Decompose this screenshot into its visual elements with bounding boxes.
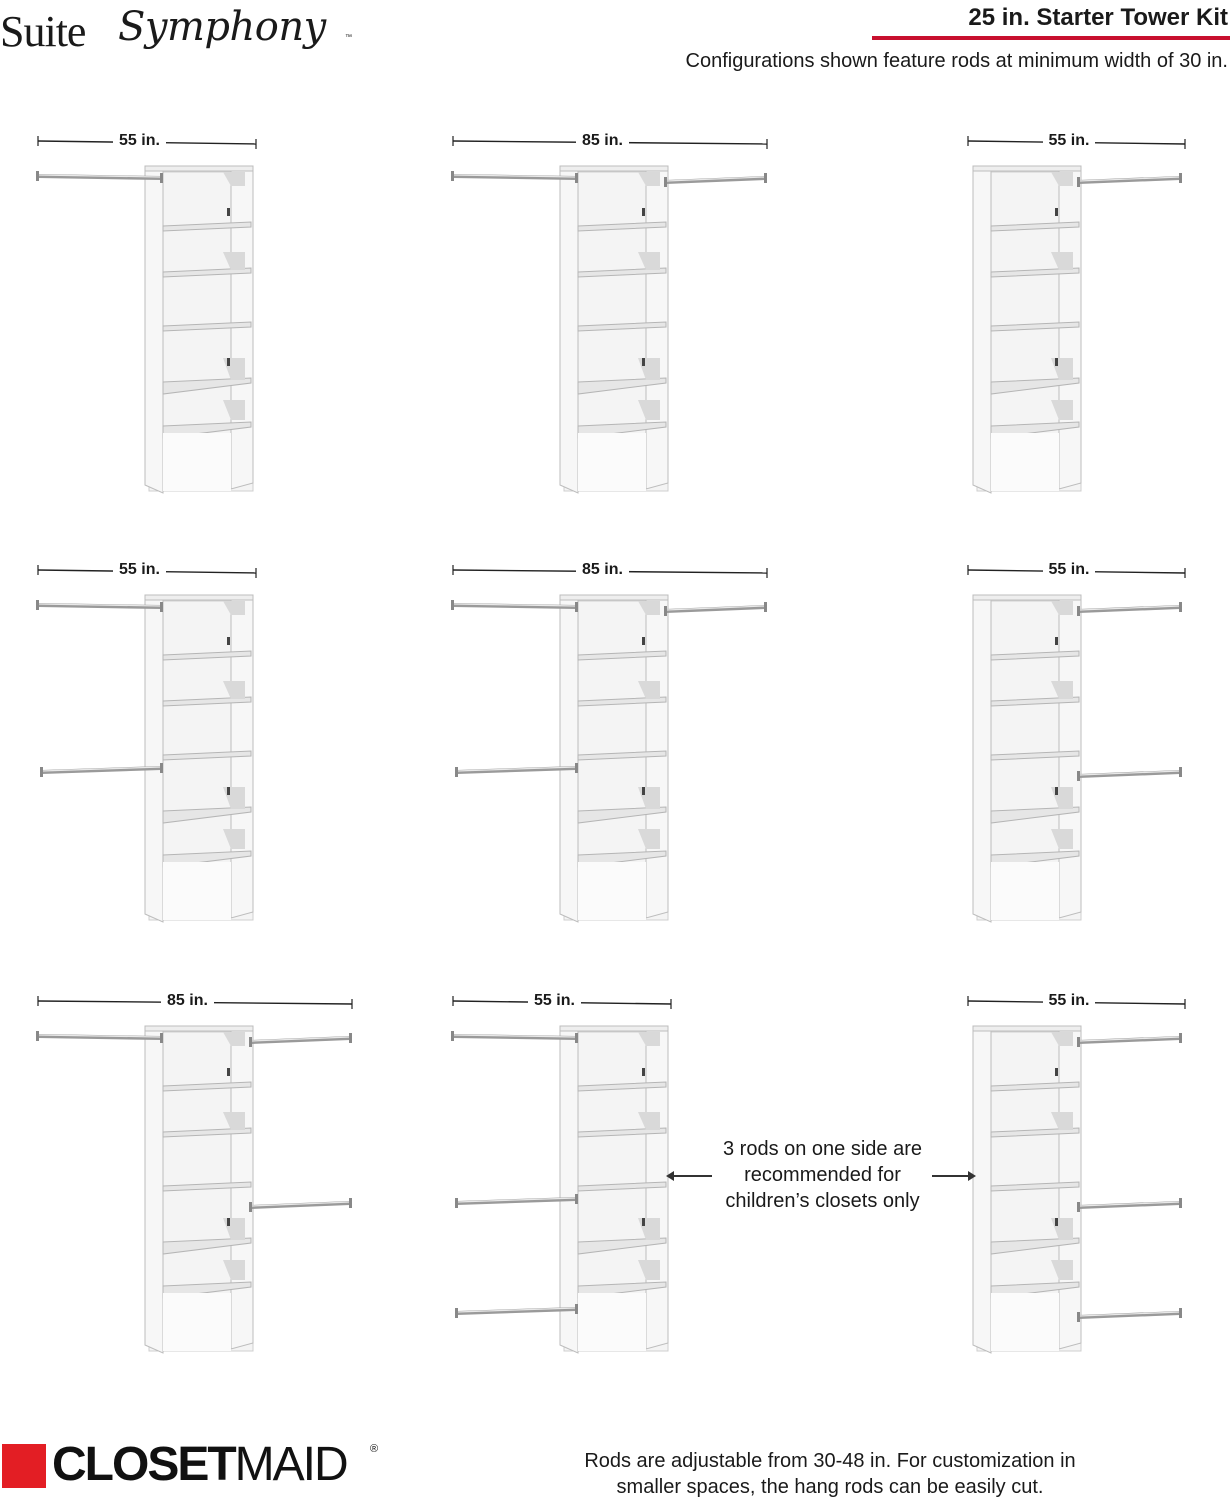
tower-base-opening bbox=[991, 862, 1059, 920]
rod-end-cap bbox=[36, 1031, 39, 1041]
rod-end-cap bbox=[664, 606, 667, 616]
shelf-bracket bbox=[642, 637, 645, 645]
hang-rod bbox=[36, 600, 163, 612]
closet-tower bbox=[560, 166, 668, 493]
closetmaid-wordmark bbox=[52, 1437, 347, 1492]
arrow-left-icon bbox=[666, 1171, 674, 1181]
tower-base-opening bbox=[578, 862, 646, 920]
tower-top bbox=[145, 166, 253, 171]
hang-rod bbox=[451, 600, 578, 612]
rod-end-cap bbox=[1179, 602, 1182, 612]
rod-end-cap bbox=[160, 1033, 163, 1043]
tower-side-panel bbox=[1059, 168, 1081, 489]
rod-end-cap bbox=[575, 1033, 578, 1043]
footnote-line: smaller spaces, the hang rods can be easily cut. bbox=[616, 1476, 1044, 1498]
shelf-bracket bbox=[227, 1218, 230, 1226]
rod-end-cap bbox=[575, 1304, 578, 1314]
shelf-bracket bbox=[227, 358, 230, 366]
shelf-bracket bbox=[227, 1068, 230, 1076]
arrow-right-icon bbox=[968, 1171, 976, 1181]
closet-tower bbox=[973, 595, 1081, 922]
config-diagram bbox=[860, 128, 1180, 528]
hang-rod bbox=[1077, 767, 1182, 781]
rod-end-cap bbox=[451, 1031, 454, 1041]
width-dimension-label: 55 in. bbox=[113, 132, 166, 150]
tower-side-panel bbox=[973, 168, 991, 493]
tower-side-panel bbox=[1059, 1028, 1081, 1349]
rod-end-cap bbox=[1179, 1308, 1182, 1318]
tower-top bbox=[973, 166, 1081, 171]
tower-side-panel bbox=[646, 1028, 668, 1349]
hang-rod bbox=[664, 602, 767, 616]
tower-base-opening bbox=[991, 1293, 1059, 1351]
tower-top bbox=[973, 1026, 1081, 1031]
rod-end-cap bbox=[1077, 1312, 1080, 1322]
tower-side-panel bbox=[646, 168, 668, 489]
rod-end-cap bbox=[160, 602, 163, 612]
tower-base-opening bbox=[578, 1293, 646, 1351]
logo-thin-text: MAID bbox=[234, 1438, 347, 1491]
callout-line: recommended for bbox=[744, 1164, 901, 1186]
width-dimension-label: 55 in. bbox=[113, 561, 166, 579]
shelf-bracket bbox=[642, 208, 645, 216]
tower-base-opening bbox=[991, 433, 1059, 491]
tower-drawing bbox=[445, 557, 775, 957]
rod-end-cap bbox=[249, 1202, 252, 1212]
hang-rod bbox=[249, 1033, 352, 1047]
tower-drawing bbox=[30, 128, 360, 528]
width-dimension-label: 85 in. bbox=[576, 561, 629, 579]
closetmaid-logo bbox=[0, 1438, 390, 1495]
hang-rod bbox=[664, 173, 767, 187]
rod-end-cap bbox=[36, 171, 39, 181]
closet-tower bbox=[145, 595, 253, 922]
tower-base-opening bbox=[163, 862, 231, 920]
width-dimension-label: 55 in. bbox=[528, 992, 581, 1010]
tower-side-panel bbox=[231, 168, 253, 489]
rod-end-cap bbox=[1077, 1037, 1080, 1047]
brand-suite-text: Suite bbox=[0, 7, 86, 56]
closet-tower bbox=[560, 595, 668, 922]
rod-end-cap bbox=[451, 171, 454, 181]
rod-end-cap bbox=[575, 763, 578, 773]
rods-callout bbox=[690, 1136, 955, 1214]
hang-rod bbox=[1077, 173, 1182, 187]
closet-tower bbox=[973, 166, 1081, 493]
hang-rod bbox=[249, 1198, 352, 1212]
rod-end-cap bbox=[349, 1198, 352, 1208]
rod-end-cap bbox=[455, 767, 458, 777]
rod-end-cap bbox=[1179, 173, 1182, 183]
tower-top bbox=[560, 166, 668, 171]
rod-end-cap bbox=[349, 1033, 352, 1043]
tower-base-opening bbox=[578, 433, 646, 491]
tower-drawing bbox=[30, 557, 360, 957]
shelf-bracket bbox=[642, 787, 645, 795]
tower-side-panel bbox=[145, 597, 163, 922]
tower-side-panel bbox=[973, 1028, 991, 1353]
closet-tower bbox=[145, 1026, 253, 1353]
rod-end-cap bbox=[1077, 771, 1080, 781]
config-diagram bbox=[860, 557, 1180, 957]
hang-rod bbox=[451, 171, 578, 183]
tower-base-opening bbox=[163, 1293, 231, 1351]
callout-arrow-right bbox=[932, 1175, 970, 1177]
rod-end-cap bbox=[1179, 767, 1182, 777]
width-dimension-label: 85 in. bbox=[161, 992, 214, 1010]
brand-trademark: ™ bbox=[345, 34, 352, 41]
rod-end-cap bbox=[40, 767, 43, 777]
rod-end-cap bbox=[451, 600, 454, 610]
tower-side-panel bbox=[231, 1028, 253, 1349]
shelf-bracket bbox=[227, 787, 230, 795]
hang-rod bbox=[36, 171, 163, 183]
width-dimension-label: 55 in. bbox=[1043, 561, 1096, 579]
tower-top bbox=[145, 1026, 253, 1031]
config-diagram bbox=[30, 128, 350, 528]
hang-rod bbox=[1077, 1198, 1182, 1212]
shelf-bracket bbox=[227, 208, 230, 216]
rod-end-cap bbox=[575, 173, 578, 183]
rod-end-cap bbox=[1179, 1198, 1182, 1208]
tower-side-panel bbox=[1059, 597, 1081, 918]
shelf-bracket bbox=[642, 358, 645, 366]
rod-end-cap bbox=[36, 600, 39, 610]
shelf-bracket bbox=[1055, 1218, 1058, 1226]
registered-mark: ® bbox=[370, 1443, 379, 1455]
tower-drawing bbox=[860, 128, 1190, 528]
rod-end-cap bbox=[664, 177, 667, 187]
hang-rod bbox=[451, 1031, 578, 1043]
hang-rod bbox=[36, 1031, 163, 1043]
rod-end-cap bbox=[575, 602, 578, 612]
shelf-bracket bbox=[1055, 1068, 1058, 1076]
tower-top bbox=[973, 595, 1081, 600]
tower-top bbox=[560, 595, 668, 600]
rod-end-cap bbox=[764, 602, 767, 612]
tower-top bbox=[560, 1026, 668, 1031]
rod-end-cap bbox=[160, 763, 163, 773]
callout-line: 3 rods on one side are bbox=[722, 1138, 923, 1160]
tower-side-panel bbox=[646, 597, 668, 918]
shelf-bracket bbox=[1055, 637, 1058, 645]
width-dimension-label: 55 in. bbox=[1043, 992, 1096, 1010]
rod-end-cap bbox=[455, 1198, 458, 1208]
closet-tower bbox=[145, 166, 253, 493]
shelf-bracket bbox=[1055, 787, 1058, 795]
rod-end-cap bbox=[160, 173, 163, 183]
tower-side-panel bbox=[145, 1028, 163, 1353]
tower-drawing bbox=[30, 988, 360, 1388]
title-underline bbox=[872, 36, 1230, 40]
shelf-bracket bbox=[227, 637, 230, 645]
rod-end-cap bbox=[1179, 1033, 1182, 1043]
shelf-bracket bbox=[642, 1218, 645, 1226]
tower-top bbox=[145, 595, 253, 600]
brand-symphony-text: Symphony bbox=[118, 4, 326, 50]
hang-rod bbox=[1077, 602, 1182, 616]
tower-base-opening bbox=[163, 433, 231, 491]
callout-arrow-left bbox=[672, 1175, 712, 1177]
rod-end-cap bbox=[1077, 606, 1080, 616]
rod-end-cap bbox=[455, 1308, 458, 1318]
config-diagram bbox=[445, 128, 765, 528]
page-subtitle: Configurations shown feature rods at minimum width of 30 in. bbox=[685, 50, 1228, 72]
tower-side-panel bbox=[560, 597, 578, 922]
config-diagram bbox=[30, 557, 350, 957]
closetmaid-red-square bbox=[2, 1444, 46, 1488]
rod-end-cap bbox=[764, 173, 767, 183]
rod-end-cap bbox=[1077, 177, 1080, 187]
tower-side-panel bbox=[145, 168, 163, 493]
width-dimension-label: 85 in. bbox=[576, 132, 629, 150]
shelf-bracket bbox=[642, 1068, 645, 1076]
tower-side-panel bbox=[231, 597, 253, 918]
rod-end-cap bbox=[249, 1037, 252, 1047]
footnote-line: Rods are adjustable from 30-48 in. For customization in bbox=[584, 1450, 1076, 1472]
callout-line: children’s closets only bbox=[725, 1190, 920, 1212]
tower-side-panel bbox=[560, 168, 578, 493]
config-diagram bbox=[30, 988, 350, 1388]
suite-symphony-logo bbox=[0, 0, 360, 80]
hang-rod bbox=[1077, 1308, 1182, 1322]
shelf-bracket bbox=[1055, 208, 1058, 216]
rod-end-cap bbox=[1077, 1202, 1080, 1212]
tower-side-panel bbox=[973, 597, 991, 922]
tower-drawing bbox=[445, 128, 775, 528]
rod-end-cap bbox=[575, 1194, 578, 1204]
page-title: 25 in. Starter Tower Kit bbox=[968, 4, 1228, 31]
closet-tower bbox=[973, 1026, 1081, 1353]
config-diagram bbox=[445, 557, 765, 957]
closet-tower bbox=[560, 1026, 668, 1353]
logo-bold-text: CLOSET bbox=[52, 1438, 235, 1491]
width-dimension-label: 55 in. bbox=[1043, 132, 1096, 150]
tower-drawing bbox=[860, 557, 1190, 957]
hang-rod bbox=[1077, 1033, 1182, 1047]
rods-footnote bbox=[530, 1448, 1130, 1500]
shelf-bracket bbox=[1055, 358, 1058, 366]
